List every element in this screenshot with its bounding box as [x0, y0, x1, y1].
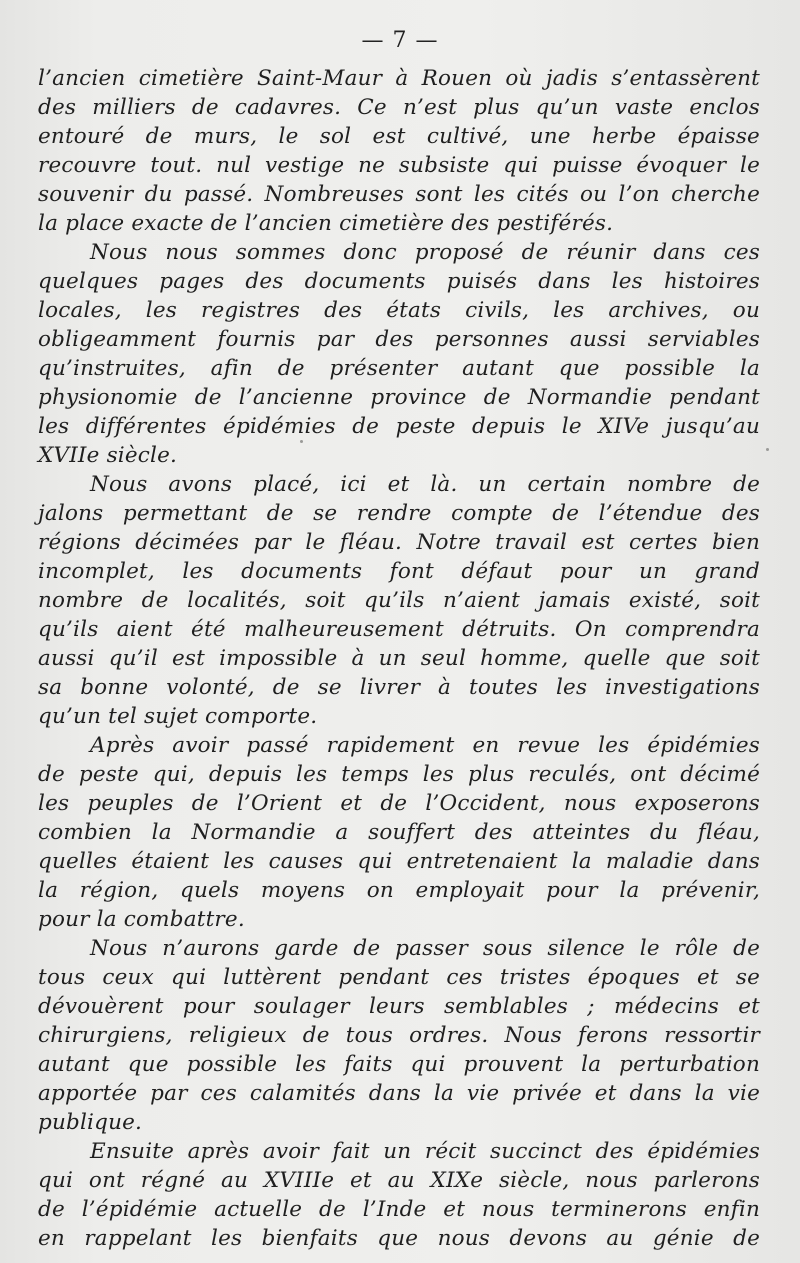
text-line: sa bonne volonté, de se livrer à toutes les investigations — [38, 675, 760, 700]
text-line: recouvre tout. nul vestige ne subsiste qui puisse évoquer le — [38, 153, 760, 178]
text-line: incomplet, les documents font défaut pour un grand — [38, 559, 760, 584]
text-line: combien la Normandie a souffert des atteintes du fléau, — [38, 820, 760, 845]
text-line: qu’ils aient été malheureusement détruits. On comprendra — [38, 617, 760, 642]
text-line: les peuples de l’Orient et de l’Occident, nous exposerons — [38, 791, 760, 816]
page-number: — 7 — — [361, 28, 439, 53]
text-line: entouré de murs, le sol est cultivé, une herbe épaisse — [38, 124, 760, 149]
text-line: de l’épidémie actuelle de l’Inde et nous terminerons enfin — [38, 1197, 760, 1222]
text-line: tous ceux qui luttèrent pendant ces tristes époques et se — [38, 965, 760, 990]
text-line: Nous avons placé, ici et là. un certain nombre de — [90, 472, 760, 497]
text-line: Après avoir passé rapidement en revue les épidémies — [90, 733, 760, 758]
text-line: quelques pages des documents puisés dans les histoires — [38, 269, 760, 294]
body-text — [38, 64, 760, 1253]
text-line: qui ont régné au XVIIIe et au XIXe siècle, nous parlerons — [38, 1168, 760, 1193]
text-line: qu’instruites, afin de présenter autant que possible la — [38, 356, 760, 381]
text-line: pour la combattre. — [38, 907, 245, 932]
text-line: XVIIe siècle. — [38, 443, 178, 468]
text-line: qu’un tel sujet comporte. — [38, 704, 318, 729]
text-line: publique. — [38, 1110, 143, 1135]
ink-speck — [766, 448, 769, 451]
text-line: Ensuite après avoir fait un récit succinct des épidémies — [90, 1139, 760, 1164]
text-line: chirurgiens, religieux de tous ordres. Nous ferons ressortir — [38, 1023, 760, 1048]
text-line: régions décimées par le fléau. Notre travail est certes bien — [38, 530, 760, 555]
text-line: la région, quels moyens on employait pour la prévenir, — [38, 878, 760, 903]
text-line: dévouèrent pour soulager leurs semblables ; médecins et — [38, 994, 760, 1019]
text-line: l’ancien cimetière Saint-Maur à Rouen où jadis s’entassèrent — [38, 66, 760, 91]
text-line: jalons permettant de se rendre compte de l’étendue des — [38, 501, 760, 526]
text-line: la place exacte de l’ancien cimetière des pestiférés. — [38, 211, 614, 236]
text-line: souvenir du passé. Nombreuses sont les cités ou l’on cherche — [38, 182, 760, 207]
text-line: autant que possible les faits qui prouvent la perturbation — [38, 1052, 760, 1077]
text-line: de peste qui, depuis les temps les plus reculés, ont décimé — [38, 762, 760, 787]
text-line: les différentes épidémies de peste depuis le XIVe jusqu’au — [38, 414, 760, 439]
text-line: obligeamment fournis par des personnes aussi serviables — [38, 327, 760, 352]
text-line: en rappelant les bienfaits que nous devons au génie de — [38, 1226, 760, 1251]
text-line: quelles étaient les causes qui entretenaient la maladie dans — [38, 849, 760, 874]
text-line: Nous nous sommes donc proposé de réunir dans ces — [90, 240, 760, 265]
text-line: apportée par ces calamités dans la vie privée et dans la vie — [38, 1081, 760, 1106]
text-line: nombre de localités, soit qu’ils n’aient jamais existé, soit — [38, 588, 760, 613]
text-line: locales, les registres des états civils, les archives, ou — [38, 298, 760, 323]
text-line: physionomie de l’ancienne province de Normandie pendant — [38, 385, 760, 410]
ink-speck — [300, 440, 303, 443]
text-line: Nous n’aurons garde de passer sous silence le rôle de — [90, 936, 760, 961]
text-line: aussi qu’il est impossible à un seul homme, quelle que soit — [38, 646, 760, 671]
text-line: des milliers de cadavres. Ce n’est plus qu’un vaste enclos — [38, 95, 760, 120]
